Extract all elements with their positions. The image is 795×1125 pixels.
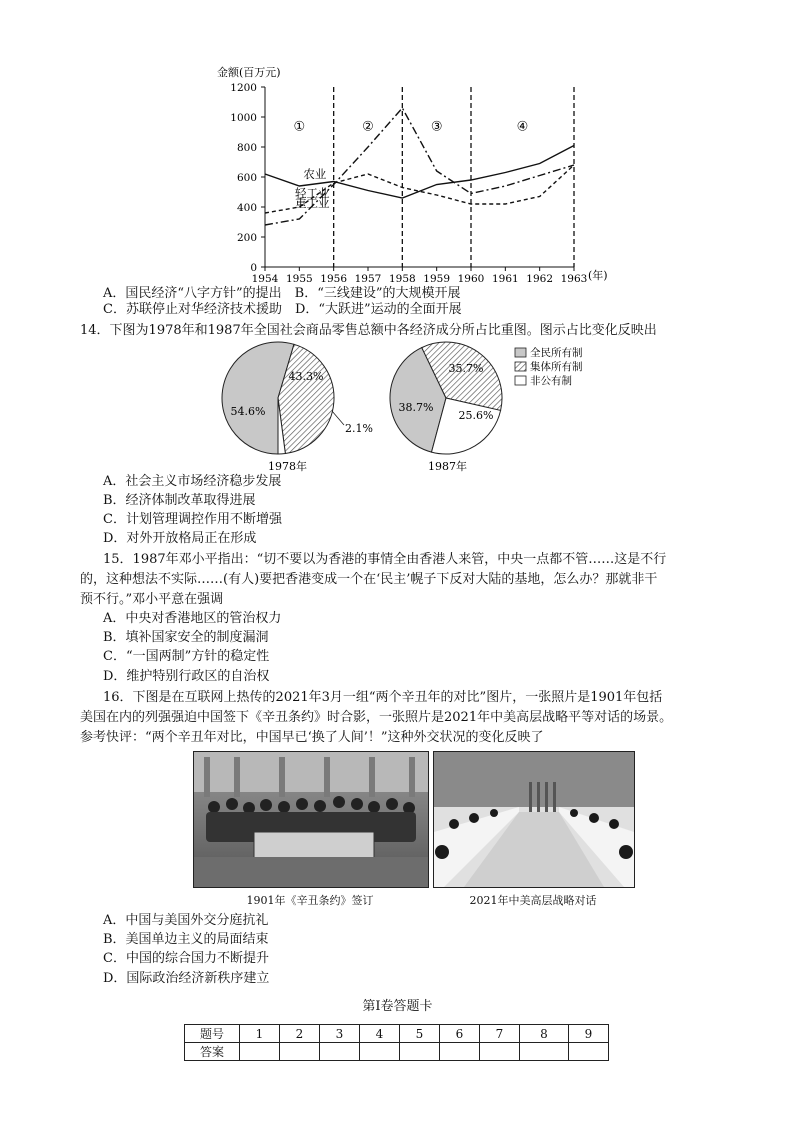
legend-swatch-collective [515,362,526,371]
x-axis-unit: (年) [588,269,608,282]
y-tick-label: 1000 [230,112,257,124]
question-number-cell: 4 [360,1025,400,1043]
answer-cell[interactable] [440,1043,480,1061]
question-number-cell: 6 [440,1025,480,1043]
period-label: ① [293,119,306,135]
q15-option-b[interactable]: B．填补国家安全的制度漏洞 [103,630,269,645]
question-number-cell: 9 [569,1025,609,1043]
x-tick-label: 1960 [457,273,485,285]
q16-option-c[interactable]: C．中国的综合国力不断提升 [103,951,269,966]
answer-card-answer-label: 答案 [185,1043,240,1061]
q16-stem-line-1: 16．下图是在互联网上热传的2021年3月一组“两个辛丑年的对比”图片，一张照片是1901年包括 [103,690,663,705]
pie2-title: 1987年 [428,460,467,473]
q15-stem-line-1: 15．1987年邓小平指出：“切不要以为香港的事情全由香港人来管，中央一点都不管……这是不行 [103,552,667,567]
photo-1901-treaty [193,751,429,888]
series-label: 轻工业 [295,186,330,200]
answer-card-number-label: 题号 [185,1025,240,1043]
period-label: ② [362,119,374,135]
pie-value-label: 43.3% [288,370,324,383]
x-tick-label: 1956 [320,273,348,285]
q16-option-a[interactable]: A．中国与美国外交分庭抗礼 [103,913,269,928]
answer-cell[interactable] [360,1043,400,1061]
photo-caption-1901: 1901年《辛丑条约》签订 [246,894,374,907]
y-tick-label: 0 [250,262,257,274]
answer-cell[interactable] [320,1043,360,1061]
legend-label-collective: 集体所有制 [530,361,583,373]
question-number-cell: 3 [320,1025,360,1043]
x-tick-label: 1957 [354,273,382,285]
answer-card-title: 第Ⅰ卷答题卡 [362,999,433,1014]
answer-cell[interactable] [480,1043,520,1061]
y-tick-label: 400 [236,202,257,214]
x-tick-label: 1955 [285,273,313,285]
photo-caption-2021: 2021年中美高层战略对话 [469,894,597,907]
q16-stem-line-3: 参考快评：“两个辛丑年对比，中国早已‘换了人间’！”这种外交状况的变化反映了 [80,730,544,745]
q15-stem-line-3: 预不行。”邓小平意在强调 [80,592,224,607]
period-label: ③ [430,119,443,135]
q14-option-a[interactable]: A．社会主义市场经济稳步发展 [103,474,282,489]
legend-swatch-state [515,348,526,357]
y-tick-label: 800 [236,142,257,154]
x-tick-label: 1963 [560,273,588,285]
pie-legend [515,346,583,387]
question-number-cell: 5 [400,1025,440,1043]
q15-option-d[interactable]: D．维护特别行政区的自治权 [103,669,270,684]
answer-cell[interactable] [569,1043,609,1061]
series-label: 重工业 [295,196,330,210]
q13-option-ab[interactable]: A．国民经济“八字方针”的提出 B．“三线建设”的大规模开展 [103,286,461,301]
pie1-title: 1978年 [268,460,307,473]
q14-stem: 14．下图为1978年和1987年全国社会商品零售总额中各经济成分所占比重图。图示占比变化反映出 [80,323,657,338]
pie-value-label: 35.7% [448,362,484,375]
x-tick-label: 1962 [526,273,554,285]
pie-value-label: 2.1% [345,422,373,435]
answer-card-number-row [185,1025,609,1043]
x-tick-label: 1961 [491,273,519,285]
question-number-cell: 1 [240,1025,280,1043]
line-chart [200,60,620,285]
answer-cell[interactable] [280,1043,320,1061]
x-tick-label: 1959 [423,273,451,285]
pie-charts [220,335,660,475]
q16-option-b[interactable]: B．美国单边主义的局面结束 [103,932,269,947]
legend-label-private: 非公有制 [530,375,572,387]
question-number-cell: 2 [280,1025,320,1043]
photo-2021-dialogue [433,751,635,888]
question-number-cell: 8 [520,1025,569,1043]
pie-value-label: 38.7% [398,401,434,414]
q14-option-d[interactable]: D．对外开放格局正在形成 [103,531,257,546]
q15-option-a[interactable]: A．中央对香港地区的管治权力 [103,611,282,626]
answer-cell[interactable] [520,1043,569,1061]
series-label: 农业 [303,167,327,181]
y-tick-label: 600 [236,172,257,184]
photo-2021-illustration [434,752,634,887]
legend-swatch-private [515,376,526,385]
pie-value-label: 54.6% [230,405,266,418]
q14-option-b[interactable]: B．经济体制改革取得进展 [103,493,256,508]
period-label: ④ [516,119,529,135]
y-axis-label: 金额(百万元) [217,66,281,79]
question-number-cell: 7 [480,1025,520,1043]
legend-label-state: 全民所有制 [530,347,583,359]
answer-card-table [184,1024,609,1061]
q16-option-d[interactable]: D．国际政治经济新秩序建立 [103,971,270,986]
q15-option-c[interactable]: C．“一国两制”方针的稳定性 [103,649,270,664]
q16-stem-line-2: 美国在内的列强强迫中国签下《辛丑条约》时合影，一张照片是2021年中美高层战略平等对话的场景。 [80,710,673,725]
photo-1901-illustration [194,752,428,887]
y-tick-label: 200 [236,232,257,244]
pie-value-label: 25.6% [458,409,494,422]
q14-option-c[interactable]: C．计划管理调控作用不断增强 [103,512,282,527]
x-tick-label: 1958 [388,273,416,285]
q13-option-cd[interactable]: C．苏联停止对华经济技术援助 D．“大跃进”运动的全面开展 [103,302,462,317]
answer-card-answer-row [185,1043,609,1061]
answer-cell[interactable] [400,1043,440,1061]
pie-leader-line [332,411,344,425]
answer-cell[interactable] [240,1043,280,1061]
x-tick-label: 1954 [251,273,279,285]
y-tick-label: 1200 [230,82,257,94]
q15-stem-line-2: 的，这种想法不实际……(有人)要把香港变成一个在‘民主’幌子下反对大陆的基地，怎么办？那就非干 [80,572,658,587]
